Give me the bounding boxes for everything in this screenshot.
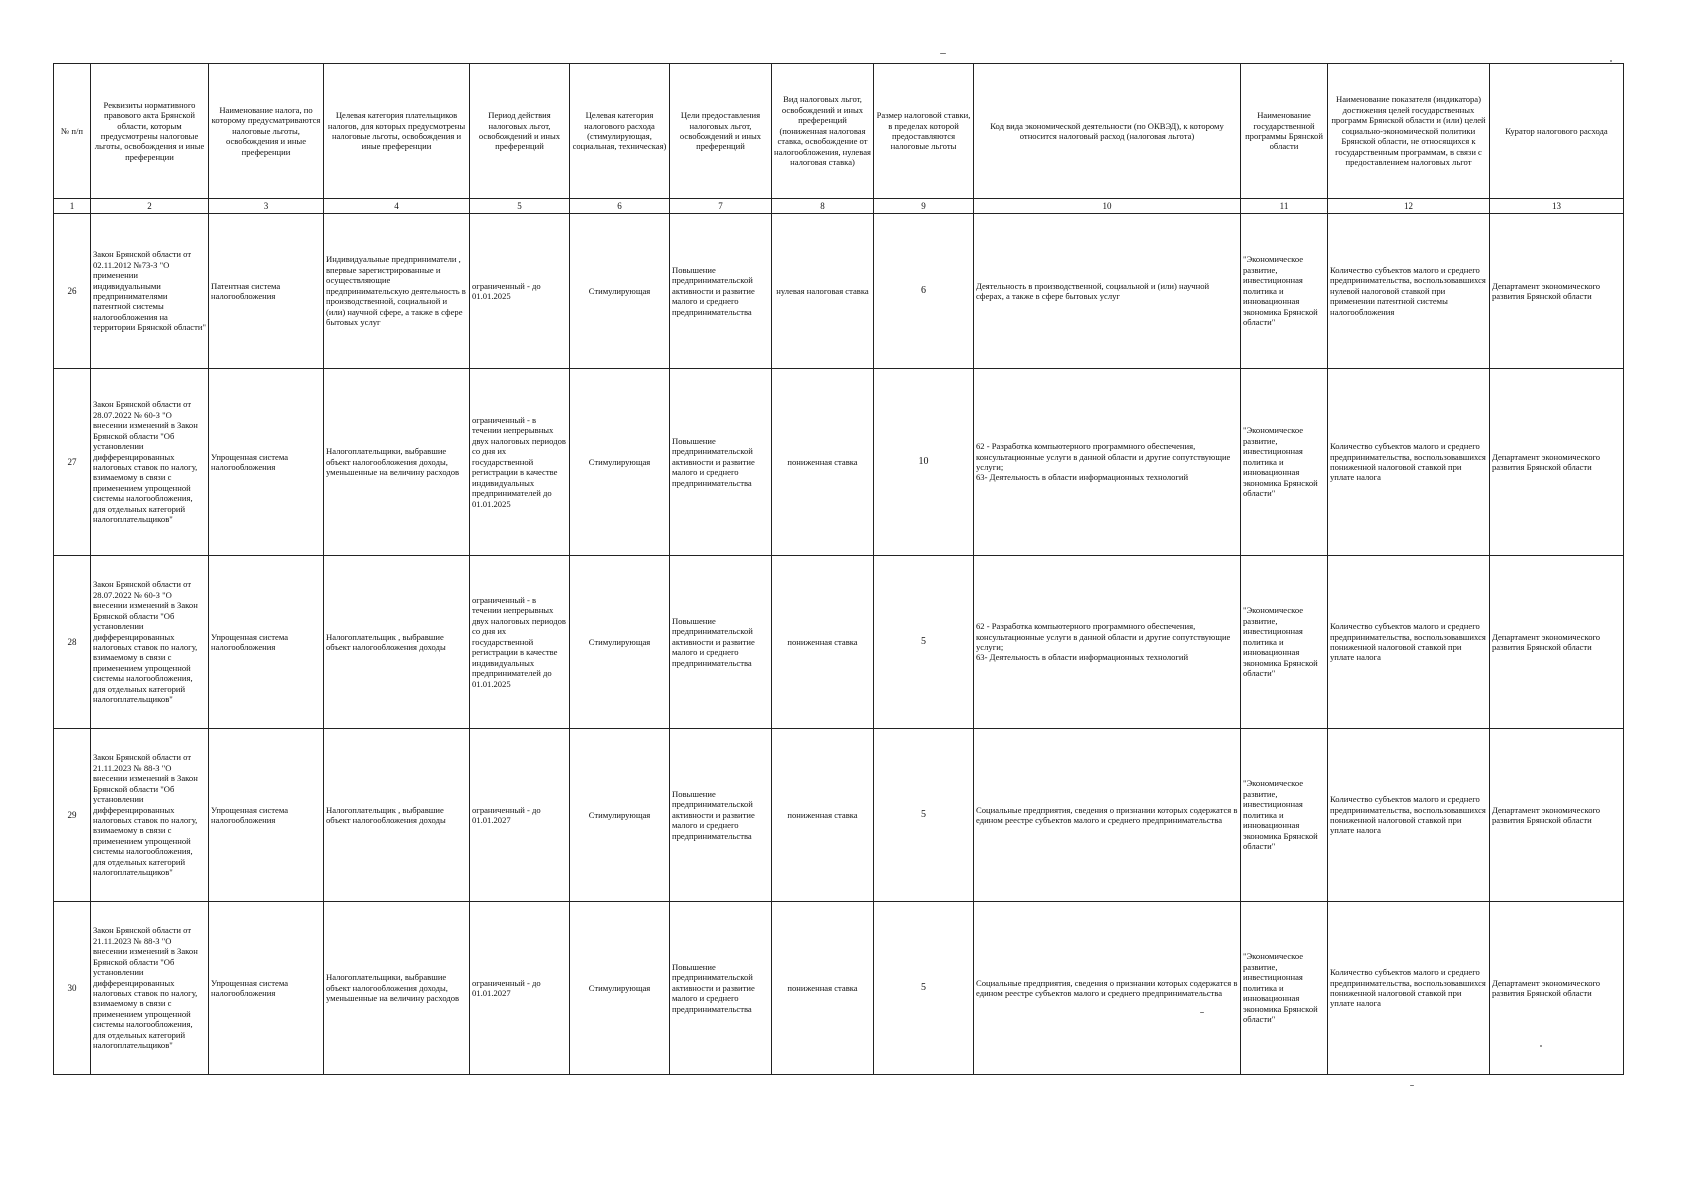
tax-rate-cell: 5 <box>874 729 974 902</box>
curator-cell: Департамент экономического развития Брянской области <box>1490 214 1624 369</box>
curator-cell: Департамент экономического развития Брянской области <box>1490 556 1624 729</box>
okved-code-cell: Социальные предприятия, сведения о признании которых содержатся в едином реестре субъектов малого и среднего предпринимательства <box>974 902 1241 1075</box>
tax-name-cell: Патентная система налогообложения <box>209 214 324 369</box>
legal-act-cell: Закон Брянской области от 21.11.2023 № 88-З "О внесении изменений в Закон Брянской области "Об установлении дифференцированных налоговых ставок по налогу, взимаемому в связи с применением упрощенной системы налогообложения, для отдельных категорий налогоплательщиков" <box>91 729 209 902</box>
curator-cell: Департамент экономического развития Брянской области <box>1490 729 1624 902</box>
legal-act-cell: Закон Брянской области от 28.07.2022 № 60-З "О внесении изменений в Закон Брянской области "Об установлении дифференцированных налоговых ставок по налогу, взимаемому в связи с применением упрощенной системы налогообложения, для отдельных категорий налогоплательщиков" <box>91 556 209 729</box>
row-number: 26 <box>54 214 91 369</box>
validity-period-cell: ограниченный - в течении непрерывных двух налоговых периодов со дня их государственной регистрации в качестве индивидуальных предпринимателей до 01.01.2025 <box>470 556 570 729</box>
legal-act-cell: Закон Брянской области от 21.11.2023 № 88-З "О внесении изменений в Закон Брянской области "Об установлении дифференцированных налоговых ставок по налогу, взимаемому в связи с применением упрощенной системы налогообложения, для отдельных категорий налогоплательщиков" <box>91 902 209 1075</box>
column-header: Вид налоговых льгот, освобождений и иных преференций (пониженная налоговая ставка, освобождение от налогообложения, нулевая налоговая ставка) <box>772 64 874 199</box>
table-row <box>54 556 1624 729</box>
column-header: Наименование государственной программы Брянской области <box>1241 64 1328 199</box>
state-program-cell: "Экономическое развитие, инвестиционная политика и инновационная экономика Брянской области" <box>1241 729 1328 902</box>
target-category-cell: Стимулирующая <box>570 556 670 729</box>
target-category-cell: Стимулирующая <box>570 902 670 1075</box>
benefit-kind-cell: пониженная ставка <box>772 729 874 902</box>
tax-rate-cell: 5 <box>874 902 974 1075</box>
state-program-cell: "Экономическое развитие, инвестиционная политика и инновационная экономика Брянской области" <box>1241 902 1328 1075</box>
goal-cell: Повышение предпринимательской активности и развитие малого и среднего предпринимательства <box>670 556 772 729</box>
tax-name-cell: Упрощенная система налогообложения <box>209 556 324 729</box>
okved-code-cell: Деятельность в производственной, социальной и (или) научной сферах, а также в сфере бытовых услуг <box>974 214 1241 369</box>
curator-cell: Департамент экономического развития Брянской области <box>1490 369 1624 556</box>
indicator-cell: Количество субъектов малого и среднего предпринимательства, воспользовавшихся пониженной налоговой ставкой при уплате налога <box>1328 369 1490 556</box>
column-number: 8 <box>772 199 874 214</box>
tax-rate-cell: 5 <box>874 556 974 729</box>
state-program-cell: "Экономическое развитие, инвестиционная политика и инновационная экономика Брянской области" <box>1241 369 1328 556</box>
tax-expenditure-table <box>53 63 1624 1075</box>
column-header: № п/п <box>54 64 91 199</box>
table-row <box>54 369 1624 556</box>
column-header: Период действия налоговых льгот, освобождений и иных преференций <box>470 64 570 199</box>
column-number: 4 <box>324 199 470 214</box>
legal-act-cell: Закон Брянской области от 02.11.2012 №73-З "О применении индивидуальными предпринимателями патентной системы налогообложения на территории Брянской области" <box>91 214 209 369</box>
legal-act-cell: Закон Брянской области от 28.07.2022 № 60-З "О внесении изменений в Закон Брянской области "Об установлении дифференцированных налоговых ставок по налогу, взимаемому в связи с применением упрощенной системы налогообложения, для отдельных категорий налогоплательщиков" <box>91 369 209 556</box>
scan-speck <box>1410 1085 1414 1086</box>
scan-speck <box>1540 1045 1542 1047</box>
table-row <box>54 214 1624 369</box>
row-number: 30 <box>54 902 91 1075</box>
tax-name-cell: Упрощенная система налогообложения <box>209 729 324 902</box>
payer-category-cell: Индивидуальные предприниматели , впервые зарегистрированные и осуществляющие предпринимательскую деятельность в производственной, социальной и (или) научной сфере, а также в сфере бытовых услуг <box>324 214 470 369</box>
column-header: Реквизиты нормативного правового акта Брянской области, которым предусмотрены налоговые льготы, освобождения и иные преференции <box>91 64 209 199</box>
column-number: 5 <box>470 199 570 214</box>
column-number: 11 <box>1241 199 1328 214</box>
benefit-kind-cell: пониженная ставка <box>772 369 874 556</box>
column-number: 7 <box>670 199 772 214</box>
okved-code-cell: 62 - Разработка компьютерного программного обеспечения, консультационные услуги в данной области и другие сопутствующие услуги; 63- Деятельность в области информационных технологий <box>974 556 1241 729</box>
column-header: Код вида экономической деятельности (по ОКВЭД), к которому относится налоговый расход (налоговая льгота) <box>974 64 1241 199</box>
column-number: 13 <box>1490 199 1624 214</box>
tax-rate-cell: 6 <box>874 214 974 369</box>
indicator-cell: Количество субъектов малого и среднего предпринимательства, воспользовавшихся пониженной налоговой ставкой при уплате налога <box>1328 729 1490 902</box>
column-number: 10 <box>974 199 1241 214</box>
scan-speck <box>1610 60 1612 62</box>
payer-category-cell: Налогоплательщик , выбравшие объект налогообложения доходы <box>324 729 470 902</box>
column-header: Целевая категория налогового расхода (стимулирующая, социальная, техническая) <box>570 64 670 199</box>
payer-category-cell: Налогоплательщики, выбравшие объект налогообложения доходы, уменьшенные на величину расходов <box>324 369 470 556</box>
okved-code-cell: 62 - Разработка компьютерного программного обеспечения, консультационные услуги в данной области и другие сопутствующие услуги; 63- Деятельность в области информационных технологий <box>974 369 1241 556</box>
tax-rate-cell: 10 <box>874 369 974 556</box>
goal-cell: Повышение предпринимательской активности и развитие малого и среднего предпринимательства <box>670 729 772 902</box>
payer-category-cell: Налогоплательщик , выбравшие объект налогообложения доходы <box>324 556 470 729</box>
column-number: 9 <box>874 199 974 214</box>
row-number: 28 <box>54 556 91 729</box>
okved-code-cell: Социальные предприятия, сведения о признании которых содержатся в едином реестре субъектов малого и среднего предпринимательства <box>974 729 1241 902</box>
scan-speck <box>940 53 946 54</box>
indicator-cell: Количество субъектов малого и среднего предпринимательства, воспользовавшихся пониженной налоговой ставкой при уплате налога <box>1328 902 1490 1075</box>
table-row <box>54 729 1624 902</box>
scan-speck <box>1200 1012 1204 1013</box>
target-category-cell: Стимулирующая <box>570 729 670 902</box>
column-number: 3 <box>209 199 324 214</box>
table-row <box>54 902 1624 1075</box>
validity-period-cell: ограниченный - в течении непрерывных двух налоговых периодов со дня их государственной регистрации в качестве индивидуальных предпринимателей до 01.01.2025 <box>470 369 570 556</box>
benefit-kind-cell: пониженная ставка <box>772 556 874 729</box>
indicator-cell: Количество субъектов малого и среднего предпринимательства, воспользовавшихся нулевой налоговой ставкой при применении патентной системы налогообложения <box>1328 214 1490 369</box>
benefit-kind-cell: нулевая налоговая ставка <box>772 214 874 369</box>
column-number: 6 <box>570 199 670 214</box>
column-header: Наименование налога, по которому предусматриваются налоговые льготы, освобождения и иные преференции <box>209 64 324 199</box>
tax-name-cell: Упрощенная система налогообложения <box>209 902 324 1075</box>
row-number: 27 <box>54 369 91 556</box>
target-category-cell: Стимулирующая <box>570 369 670 556</box>
column-number-row <box>54 199 1624 214</box>
column-header: Куратор налогового расхода <box>1490 64 1624 199</box>
column-number: 2 <box>91 199 209 214</box>
validity-period-cell: ограниченный - до 01.01.2027 <box>470 729 570 902</box>
column-header: Размер налоговой ставки, в пределах которой предоставляются налоговые льготы <box>874 64 974 199</box>
state-program-cell: "Экономическое развитие, инвестиционная политика и инновационная экономика Брянской области" <box>1241 556 1328 729</box>
validity-period-cell: ограниченный - до 01.01.2025 <box>470 214 570 369</box>
column-header: Наименование показателя (индикатора) достижения целей государственных программ Брянской области и (или) целей социально-экономической политики Брянской области, не относящихся к государственным программам, в связи с предоставлением налоговых льгот <box>1328 64 1490 199</box>
row-number: 29 <box>54 729 91 902</box>
state-program-cell: "Экономическое развитие, инвестиционная политика и инновационная экономика Брянской области" <box>1241 214 1328 369</box>
column-header: Целевая категория плательщиков налогов, для которых предусмотрены налоговые льготы, освобождения и иные преференции <box>324 64 470 199</box>
validity-period-cell: ограниченный - до 01.01.2027 <box>470 902 570 1075</box>
indicator-cell: Количество субъектов малого и среднего предпринимательства, воспользовавшихся пониженной налоговой ставкой при уплате налога <box>1328 556 1490 729</box>
column-number: 1 <box>54 199 91 214</box>
benefit-kind-cell: пониженная ставка <box>772 902 874 1075</box>
goal-cell: Повышение предпринимательской активности и развитие малого и среднего предпринимательства <box>670 214 772 369</box>
tax-name-cell: Упрощенная система налогообложения <box>209 369 324 556</box>
curator-cell: Департамент экономического развития Брянской области <box>1490 902 1624 1075</box>
goal-cell: Повышение предпринимательской активности и развитие малого и среднего предпринимательства <box>670 902 772 1075</box>
payer-category-cell: Налогоплательщики, выбравшие объект налогообложения доходы, уменьшенные на величину расходов <box>324 902 470 1075</box>
header-row <box>54 64 1624 199</box>
goal-cell: Повышение предпринимательской активности и развитие малого и среднего предпринимательства <box>670 369 772 556</box>
column-header: Цели предоставления налоговых льгот, освобождений и иных преференций <box>670 64 772 199</box>
target-category-cell: Стимулирующая <box>570 214 670 369</box>
column-number: 12 <box>1328 199 1490 214</box>
